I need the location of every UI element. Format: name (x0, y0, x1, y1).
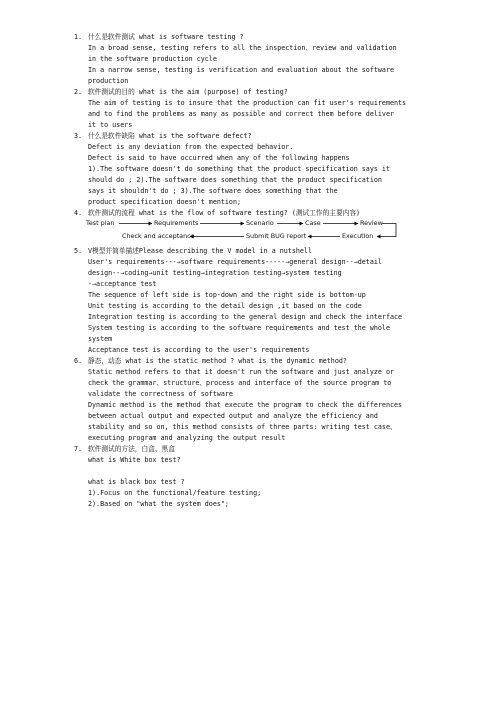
text-line: Unit testing is according to the detail design ,it based on the code (88, 302, 362, 310)
text-line: product specification doesn't mention; (88, 198, 241, 206)
flow-step-review: Review (360, 219, 383, 227)
text-line: 1).The software doesn't do something that the product specification says it (88, 165, 390, 173)
flow-step-submit-bug-report: Submit BUG report (246, 232, 307, 240)
flow-step-scenario: Scenario (246, 219, 274, 227)
text-line: -→acceptance test (88, 280, 157, 288)
text-line: what is black box test ? (88, 478, 185, 486)
item-number: 4. (74, 209, 83, 217)
item-number: 1. (74, 33, 83, 41)
text-line: design--→coding→unit testing→integration testing→system testing (88, 269, 342, 277)
item-number: 5. (74, 247, 83, 255)
flow-step-test-plan: Test plan (86, 219, 115, 227)
text-line: what is White box test? (88, 456, 181, 464)
text-line: says it shouldn't do ; 3).The software does something that the (88, 187, 338, 195)
item-number: 3. (74, 132, 83, 140)
text-line: System testing is according to the software requirements and test the whole (88, 324, 390, 332)
flow-step-requirements: Requirements (154, 219, 199, 227)
text-line: executing program and analyzing the output result (88, 434, 286, 442)
text-line: check the grammar、structure、process and interface of the source program to (88, 379, 392, 387)
text-line: Defect is any deviation from the expected behavior. (88, 143, 294, 151)
text-line: Defect is said to have occurred when any of the following happens (88, 154, 350, 162)
item-heading: 软件测试的目的 what is the aim (purpose) of testing? (88, 88, 288, 96)
flow-step-case: Case (305, 219, 321, 227)
flow-step-execution: Execution (342, 232, 374, 240)
text-line: between actual output and expected output and analyze the efficiency and (88, 412, 378, 420)
item-heading: V模型并简单描述Please describing the V model in a nutshell (88, 247, 312, 255)
item-number: 6. (74, 357, 83, 365)
flow-step-check-and-acceptance: Check and acceptance (122, 232, 195, 240)
text-line: 1).Focus on the functional/feature testing; (88, 489, 262, 497)
text-line: In a narrow sense, testing is verification and evaluation about the software (88, 66, 394, 74)
text-line: should do ; 2).The software does something that the product specification (88, 176, 382, 184)
text-line: stability and so on, this method consists of three parts: writing test case、 (88, 423, 397, 431)
item-number: 2. (74, 88, 83, 96)
text-line: Static method refers to that it doesn't run the software and just analyze or (88, 368, 394, 376)
item-heading: 软件测试的流程 what is the flow of software testing? (测试工作的主要内容) (88, 209, 361, 217)
text-line: and to find the problems as many as possible and correct them before deliver (88, 110, 394, 118)
text-line: User's requirements---→software requirements-----→general design--→detail (88, 258, 382, 266)
text-line: The aim of testing is to insure that the production can fit user's requirements (88, 99, 407, 107)
text-line: it to users (88, 121, 133, 129)
item-heading: 静态，动态 what is the static method ? what is the dynamic method? (88, 357, 347, 365)
item-number: 7. (74, 445, 83, 453)
item-heading: 软件测试的方法，白盒、黑盒 (88, 445, 175, 453)
text-line: 2).Based on "what the system does"; (88, 500, 229, 508)
arrow-review-to-execution (377, 224, 396, 237)
item-heading: 什么是软件测试 what is software testing ? (88, 33, 244, 41)
text-line: validate the correctness of software (88, 390, 233, 398)
text-line: In a broad sense, testing refers to all the inspection、review and validation (88, 44, 397, 52)
text-line: Dynamic method is the method that execute the program to check the differences (88, 401, 403, 409)
text-line: production (88, 77, 129, 85)
text-line: in the software production cycle (88, 55, 217, 63)
item-heading: 什么是软件缺陷 what is the software defect? (88, 132, 252, 140)
text-line: The sequence of left side is top-down and the right side is bottom-up (88, 291, 366, 299)
text-line: Integration testing is according to the general design and check the interface (88, 313, 403, 321)
text-line: system (88, 335, 113, 343)
text-line: Acceptance test is according to the user's requirements (88, 346, 310, 354)
